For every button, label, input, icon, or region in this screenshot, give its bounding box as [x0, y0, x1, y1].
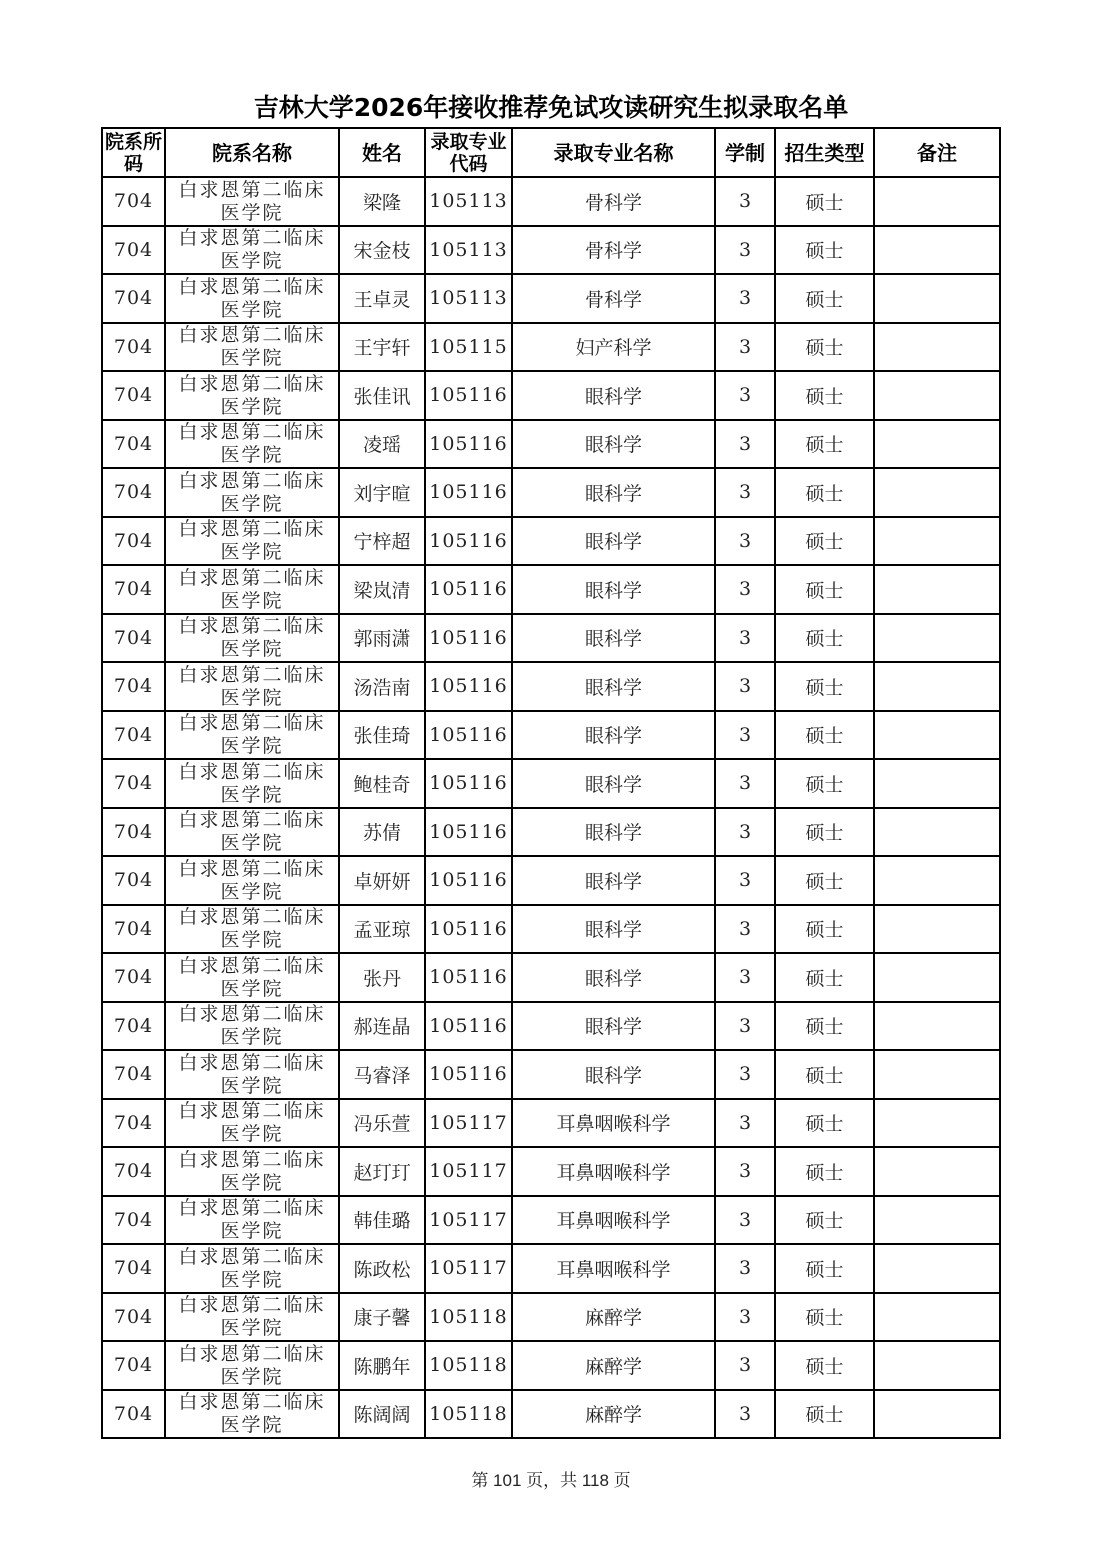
dept-name-cell [165, 953, 339, 1002]
dept-code-cell: 704 [102, 1147, 165, 1196]
dept-name-line2: 医学院 [220, 298, 284, 321]
major-code-cell: 105113 [425, 274, 512, 323]
student-name-cell: 刘宇暄 [339, 468, 425, 517]
dept-name-cell [165, 517, 339, 566]
dept-code-cell: 704 [102, 1244, 165, 1293]
student-name-cell: 陈鹏年 [339, 1341, 425, 1390]
duration-cell: 3 [715, 1002, 775, 1051]
type-cell: 硕士 [775, 371, 874, 420]
type-cell: 硕士 [775, 905, 874, 954]
dept-name-line1: 白求恩第二临床 [178, 712, 326, 735]
table-row [102, 662, 1000, 711]
duration-cell: 3 [715, 662, 775, 711]
major-code-cell: 105116 [425, 856, 512, 905]
dept-code-cell: 704 [102, 1050, 165, 1099]
type-cell: 硕士 [775, 1050, 874, 1099]
header-type: 招生类型 [775, 128, 874, 177]
dept-name-cell [165, 1050, 339, 1099]
major-code-cell: 105117 [425, 1147, 512, 1196]
duration-cell: 3 [715, 1341, 775, 1390]
dept-code-cell: 704 [102, 856, 165, 905]
major-name-cell: 眼科学 [512, 468, 715, 517]
dept-code-cell: 704 [102, 614, 165, 663]
major-name-cell: 眼科学 [512, 759, 715, 808]
dept-code-cell: 704 [102, 662, 165, 711]
dept-name-line2: 医学院 [220, 492, 284, 515]
remark-cell [874, 856, 1000, 905]
major-name-cell: 眼科学 [512, 614, 715, 663]
major-code-cell: 105116 [425, 565, 512, 614]
student-name-cell: 鲍桂奇 [339, 759, 425, 808]
dept-name-cell [165, 759, 339, 808]
dept-name-line2: 医学院 [220, 783, 284, 806]
type-cell: 硕士 [775, 1147, 874, 1196]
duration-cell: 3 [715, 371, 775, 420]
dept-name-line2: 医学院 [220, 1171, 284, 1194]
major-name-cell: 麻醉学 [512, 1390, 715, 1439]
duration-cell: 3 [715, 614, 775, 663]
major-code-cell: 105116 [425, 517, 512, 566]
dept-code-cell: 704 [102, 1002, 165, 1051]
major-code-cell: 105118 [425, 1293, 512, 1342]
dept-code-cell: 704 [102, 517, 165, 566]
dept-name-cell [165, 1390, 339, 1439]
duration-cell: 3 [715, 711, 775, 760]
type-cell: 硕士 [775, 1196, 874, 1245]
duration-cell: 3 [715, 1196, 775, 1245]
major-code-cell: 105117 [425, 1244, 512, 1293]
student-name-cell: 陈阔阔 [339, 1390, 425, 1439]
dept-name-line2: 医学院 [220, 832, 284, 855]
type-cell: 硕士 [775, 953, 874, 1002]
duration-cell: 3 [715, 1244, 775, 1293]
dept-name-line1: 白求恩第二临床 [178, 1003, 326, 1026]
student-name-cell: 郝连晶 [339, 1002, 425, 1051]
type-cell: 硕士 [775, 711, 874, 760]
type-cell: 硕士 [775, 856, 874, 905]
dept-name-cell [165, 711, 339, 760]
duration-cell: 3 [715, 177, 775, 226]
dept-name-line2: 医学院 [220, 686, 284, 709]
dept-name-line2: 医学院 [220, 541, 284, 564]
table-row [102, 323, 1000, 372]
dept-code-cell: 704 [102, 1341, 165, 1390]
table-row [102, 1002, 1000, 1051]
student-name-cell: 王宇轩 [339, 323, 425, 372]
student-name-cell: 张丹 [339, 953, 425, 1002]
header-dept-name: 院系名称 [165, 128, 339, 177]
remark-cell [874, 1099, 1000, 1148]
remark-cell [874, 274, 1000, 323]
major-code-cell: 105116 [425, 953, 512, 1002]
student-name-cell: 郭雨潇 [339, 614, 425, 663]
type-cell: 硕士 [775, 614, 874, 663]
type-cell: 硕士 [775, 1390, 874, 1439]
major-code-cell: 105116 [425, 420, 512, 469]
type-cell: 硕士 [775, 1099, 874, 1148]
remark-cell [874, 1147, 1000, 1196]
dept-name-line1: 白求恩第二临床 [178, 421, 326, 444]
major-name-cell: 眼科学 [512, 905, 715, 954]
dept-name-line2: 医学院 [220, 880, 284, 903]
type-cell: 硕士 [775, 517, 874, 566]
dept-name-cell [165, 1099, 339, 1148]
dept-name-line2: 医学院 [220, 1268, 284, 1291]
dept-name-line1: 白求恩第二临床 [178, 760, 326, 783]
table-row [102, 905, 1000, 954]
dept-name-line1: 白求恩第二临床 [178, 1294, 326, 1317]
dept-name-line1: 白求恩第二临床 [178, 663, 326, 686]
dept-code-cell: 704 [102, 953, 165, 1002]
major-name-cell: 麻醉学 [512, 1341, 715, 1390]
duration-cell: 3 [715, 517, 775, 566]
major-code-cell: 105117 [425, 1196, 512, 1245]
table-body [102, 177, 1000, 1438]
dept-name-line2: 医学院 [220, 395, 284, 418]
major-code-cell: 105116 [425, 614, 512, 663]
duration-cell: 3 [715, 808, 775, 857]
student-name-cell: 马睿泽 [339, 1050, 425, 1099]
dept-name-line2: 医学院 [220, 1365, 284, 1388]
dept-name-line1: 白求恩第二临床 [178, 906, 326, 929]
duration-cell: 3 [715, 420, 775, 469]
type-cell: 硕士 [775, 226, 874, 275]
table-row [102, 953, 1000, 1002]
dept-code-cell: 704 [102, 759, 165, 808]
major-code-cell: 105116 [425, 1002, 512, 1051]
dept-name-line2: 医学院 [220, 347, 284, 370]
duration-cell: 3 [715, 468, 775, 517]
dept-name-cell [165, 1293, 339, 1342]
remark-cell [874, 1196, 1000, 1245]
type-cell: 硕士 [775, 1002, 874, 1051]
table-row [102, 759, 1000, 808]
remark-cell [874, 1050, 1000, 1099]
remark-cell [874, 1002, 1000, 1051]
major-name-cell: 眼科学 [512, 662, 715, 711]
major-code-cell: 105116 [425, 905, 512, 954]
student-name-cell: 苏倩 [339, 808, 425, 857]
duration-cell: 3 [715, 1390, 775, 1439]
table-row [102, 1099, 1000, 1148]
type-cell: 硕士 [775, 1244, 874, 1293]
dept-name-line2: 医学院 [220, 1074, 284, 1097]
remark-cell [874, 226, 1000, 275]
type-cell: 硕士 [775, 468, 874, 517]
remark-cell [874, 468, 1000, 517]
table-row [102, 711, 1000, 760]
table-row [102, 468, 1000, 517]
remark-cell [874, 420, 1000, 469]
table-row [102, 565, 1000, 614]
remark-cell [874, 565, 1000, 614]
dept-name-cell [165, 1196, 339, 1245]
duration-cell: 3 [715, 1099, 775, 1148]
remark-cell [874, 1293, 1000, 1342]
admission-table [101, 127, 1001, 1439]
duration-cell: 3 [715, 323, 775, 372]
dept-name-line2: 医学院 [220, 201, 284, 224]
duration-cell: 3 [715, 565, 775, 614]
student-name-cell: 宁梓超 [339, 517, 425, 566]
table-row [102, 226, 1000, 275]
major-name-cell: 耳鼻咽喉科学 [512, 1244, 715, 1293]
major-name-cell: 耳鼻咽喉科学 [512, 1196, 715, 1245]
dept-code-cell: 704 [102, 808, 165, 857]
dept-name-line2: 医学院 [220, 444, 284, 467]
document-title: 吉林大学2026年接收推荐免试攻读研究生拟录取名单 [253, 93, 849, 122]
dept-code-cell: 704 [102, 1390, 165, 1439]
dept-name-line2: 医学院 [220, 638, 284, 661]
major-name-cell: 眼科学 [512, 953, 715, 1002]
header-major-code: 录取专业代码 [425, 128, 512, 177]
major-code-cell: 105113 [425, 226, 512, 275]
student-name-cell: 宋金枝 [339, 226, 425, 275]
header-duration: 学制 [715, 128, 775, 177]
table-row [102, 1390, 1000, 1439]
remark-cell [874, 905, 1000, 954]
student-name-cell: 康子馨 [339, 1293, 425, 1342]
dept-name-cell [165, 614, 339, 663]
student-name-cell: 张佳琦 [339, 711, 425, 760]
type-cell: 硕士 [775, 565, 874, 614]
type-cell: 硕士 [775, 808, 874, 857]
duration-cell: 3 [715, 274, 775, 323]
table-header-row [102, 128, 1000, 177]
student-name-cell: 孟亚琼 [339, 905, 425, 954]
student-name-cell: 王卓灵 [339, 274, 425, 323]
dept-name-line1: 白求恩第二临床 [178, 324, 326, 347]
remark-cell [874, 1244, 1000, 1293]
dept-name-line1: 白求恩第二临床 [178, 469, 326, 492]
major-code-cell: 105117 [425, 1099, 512, 1148]
dept-name-cell [165, 1147, 339, 1196]
dept-code-cell: 704 [102, 905, 165, 954]
dept-name-line2: 医学院 [220, 1220, 284, 1243]
major-name-cell: 眼科学 [512, 371, 715, 420]
dept-name-line1: 白求恩第二临床 [178, 1148, 326, 1171]
dept-name-line1: 白求恩第二临床 [178, 809, 326, 832]
dept-name-line1: 白求恩第二临床 [178, 954, 326, 977]
dept-name-line2: 医学院 [220, 1414, 284, 1437]
table-row [102, 1050, 1000, 1099]
dept-name-cell [165, 905, 339, 954]
major-name-cell: 麻醉学 [512, 1293, 715, 1342]
dept-name-line2: 医学院 [220, 250, 284, 273]
dept-name-cell [165, 1002, 339, 1051]
dept-name-cell [165, 177, 339, 226]
dept-name-line1: 白求恩第二临床 [178, 857, 326, 880]
type-cell: 硕士 [775, 420, 874, 469]
duration-cell: 3 [715, 1050, 775, 1099]
dept-name-line1: 白求恩第二临床 [178, 615, 326, 638]
remark-cell [874, 614, 1000, 663]
duration-cell: 3 [715, 759, 775, 808]
table-row [102, 808, 1000, 857]
dept-name-line1: 白求恩第二临床 [178, 566, 326, 589]
dept-name-cell [165, 1341, 339, 1390]
remark-cell [874, 371, 1000, 420]
dept-name-line1: 白求恩第二临床 [178, 1197, 326, 1220]
major-name-cell: 耳鼻咽喉科学 [512, 1147, 715, 1196]
major-code-cell: 105116 [425, 808, 512, 857]
student-name-cell: 汤浩南 [339, 662, 425, 711]
dept-code-cell: 704 [102, 1099, 165, 1148]
major-code-cell: 105116 [425, 759, 512, 808]
major-name-cell: 眼科学 [512, 808, 715, 857]
type-cell: 硕士 [775, 323, 874, 372]
duration-cell: 3 [715, 905, 775, 954]
student-name-cell: 冯乐萱 [339, 1099, 425, 1148]
major-code-cell: 105118 [425, 1390, 512, 1439]
student-name-cell: 梁隆 [339, 177, 425, 226]
table-row [102, 274, 1000, 323]
student-name-cell: 卓妍妍 [339, 856, 425, 905]
dept-name-cell [165, 468, 339, 517]
dept-name-line2: 医学院 [220, 589, 284, 612]
dept-code-cell: 704 [102, 565, 165, 614]
major-name-cell: 眼科学 [512, 517, 715, 566]
major-code-cell: 105116 [425, 468, 512, 517]
dept-code-cell: 704 [102, 226, 165, 275]
major-name-cell: 眼科学 [512, 1050, 715, 1099]
remark-cell [874, 953, 1000, 1002]
table-row [102, 1293, 1000, 1342]
remark-cell [874, 662, 1000, 711]
table-row [102, 1147, 1000, 1196]
dept-name-cell [165, 856, 339, 905]
student-name-cell: 凌瑶 [339, 420, 425, 469]
major-code-cell: 105118 [425, 1341, 512, 1390]
dept-code-cell: 704 [102, 371, 165, 420]
dept-name-line1: 白求恩第二临床 [178, 1051, 326, 1074]
dept-name-line2: 医学院 [220, 1317, 284, 1340]
dept-name-line1: 白求恩第二临床 [178, 227, 326, 250]
dept-name-line2: 医学院 [220, 1026, 284, 1049]
header-remark: 备注 [874, 128, 1000, 177]
dept-name-line1: 白求恩第二临床 [178, 1391, 326, 1414]
dept-name-cell [165, 274, 339, 323]
duration-cell: 3 [715, 953, 775, 1002]
major-code-cell: 105116 [425, 662, 512, 711]
duration-cell: 3 [715, 1293, 775, 1342]
duration-cell: 3 [715, 226, 775, 275]
dept-name-line1: 白求恩第二临床 [178, 1245, 326, 1268]
dept-code-cell: 704 [102, 711, 165, 760]
remark-cell [874, 1341, 1000, 1390]
major-name-cell: 眼科学 [512, 1002, 715, 1051]
major-name-cell: 眼科学 [512, 856, 715, 905]
dept-name-line2: 医学院 [220, 977, 284, 1000]
page-footer: 第 101 页，共 118 页 [471, 1471, 631, 1490]
header-name: 姓名 [339, 128, 425, 177]
dept-name-cell [165, 226, 339, 275]
type-cell: 硕士 [775, 759, 874, 808]
remark-cell [874, 711, 1000, 760]
major-code-cell: 105116 [425, 371, 512, 420]
dept-name-line1: 白求恩第二临床 [178, 275, 326, 298]
type-cell: 硕士 [775, 177, 874, 226]
remark-cell [874, 177, 1000, 226]
student-name-cell: 陈政松 [339, 1244, 425, 1293]
remark-cell [874, 808, 1000, 857]
remark-cell [874, 323, 1000, 372]
major-name-cell: 骨科学 [512, 177, 715, 226]
dept-name-cell [165, 420, 339, 469]
remark-cell [874, 517, 1000, 566]
dept-code-cell: 704 [102, 1293, 165, 1342]
dept-name-line1: 白求恩第二临床 [178, 178, 326, 201]
major-code-cell: 105116 [425, 1050, 512, 1099]
table-row [102, 1341, 1000, 1390]
duration-cell: 3 [715, 856, 775, 905]
dept-code-cell: 704 [102, 274, 165, 323]
dept-name-line1: 白求恩第二临床 [178, 372, 326, 395]
major-name-cell: 眼科学 [512, 711, 715, 760]
student-name-cell: 赵玎玎 [339, 1147, 425, 1196]
major-code-cell: 105115 [425, 323, 512, 372]
major-name-cell: 骨科学 [512, 274, 715, 323]
dept-name-cell [165, 808, 339, 857]
major-name-cell: 眼科学 [512, 420, 715, 469]
header-major-name: 录取专业名称 [512, 128, 715, 177]
dept-name-line2: 医学院 [220, 735, 284, 758]
table-row [102, 517, 1000, 566]
major-name-cell: 耳鼻咽喉科学 [512, 1099, 715, 1148]
table-row [102, 614, 1000, 663]
dept-code-cell: 704 [102, 323, 165, 372]
dept-code-cell: 704 [102, 1196, 165, 1245]
remark-cell [874, 759, 1000, 808]
dept-name-cell [165, 565, 339, 614]
table-row [102, 856, 1000, 905]
major-code-cell: 105116 [425, 711, 512, 760]
major-name-cell: 眼科学 [512, 565, 715, 614]
type-cell: 硕士 [775, 662, 874, 711]
table-row [102, 420, 1000, 469]
student-name-cell: 张佳讯 [339, 371, 425, 420]
student-name-cell: 韩佳璐 [339, 1196, 425, 1245]
student-name-cell: 梁岚清 [339, 565, 425, 614]
dept-name-line1: 白求恩第二临床 [178, 1100, 326, 1123]
dept-name-cell [165, 1244, 339, 1293]
dept-code-cell: 704 [102, 420, 165, 469]
header-dept-code: 院系所码 [102, 128, 165, 177]
major-name-cell: 骨科学 [512, 226, 715, 275]
type-cell: 硕士 [775, 1341, 874, 1390]
table-row [102, 371, 1000, 420]
dept-name-cell [165, 371, 339, 420]
dept-name-line1: 白求恩第二临床 [178, 518, 326, 541]
type-cell: 硕士 [775, 1293, 874, 1342]
type-cell: 硕士 [775, 274, 874, 323]
duration-cell: 3 [715, 1147, 775, 1196]
table-row [102, 177, 1000, 226]
dept-name-line2: 医学院 [220, 1123, 284, 1146]
major-code-cell: 105113 [425, 177, 512, 226]
remark-cell [874, 1390, 1000, 1439]
table-row [102, 1196, 1000, 1245]
dept-name-cell [165, 662, 339, 711]
dept-code-cell: 704 [102, 177, 165, 226]
dept-code-cell: 704 [102, 468, 165, 517]
dept-name-line2: 医学院 [220, 929, 284, 952]
dept-name-line1: 白求恩第二临床 [178, 1342, 326, 1365]
dept-name-cell [165, 323, 339, 372]
table-row [102, 1244, 1000, 1293]
major-name-cell: 妇产科学 [512, 323, 715, 372]
